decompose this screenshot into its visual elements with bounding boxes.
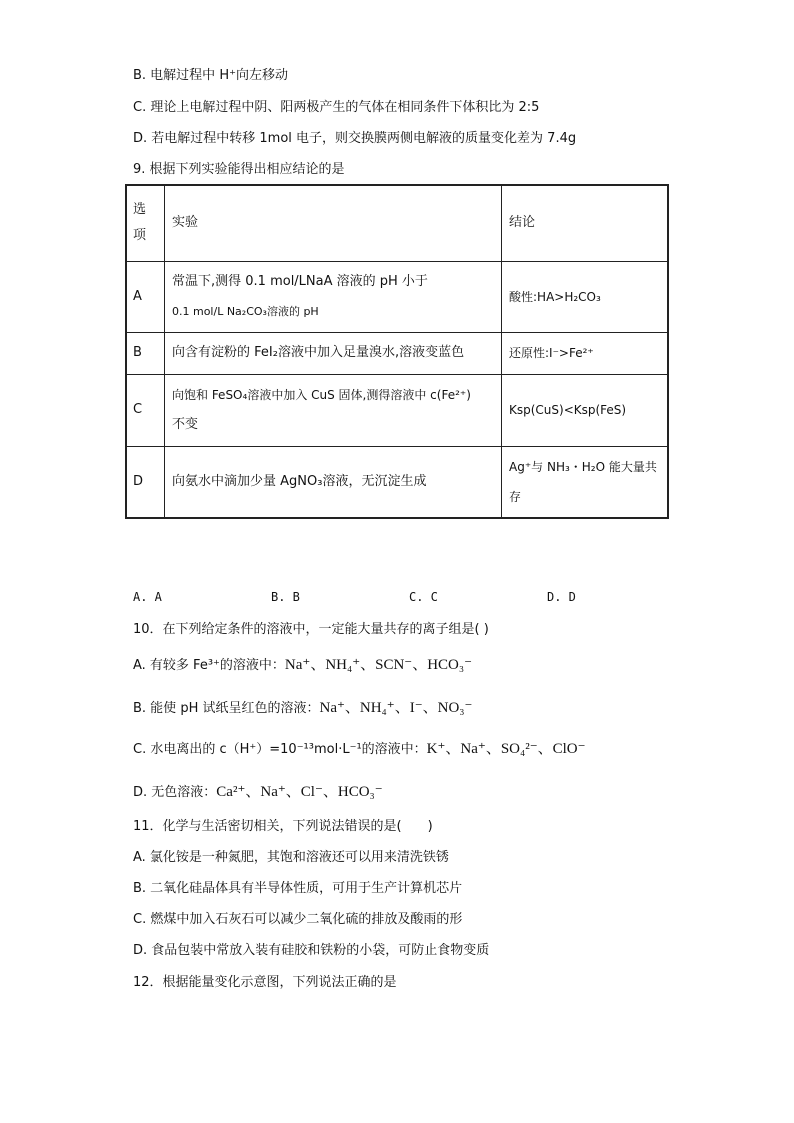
q11-option-a: A. 氯化铵是一种氮肥，其饱和溶液还可以用来清洗铁锈	[133, 850, 449, 865]
q8-option-c: C. 理论上电解过程中阴、阳两极产生的气体在相同条件下体积比为 2:5	[133, 100, 540, 115]
row-experiment-line: 0.1 mol/L Na₂CO₃溶液的 pH	[172, 304, 319, 318]
row-experiment-line: 不变	[172, 417, 199, 432]
table-row	[126, 332, 668, 374]
q8-option-d: D. 若电解过程中转移 1mol 电子，则交换膜两侧电解液的质量变化差为 7.4g	[133, 131, 577, 146]
q10-option-b	[133, 699, 472, 718]
q10-option-b-ions: Na⁺、NH₄⁺、I⁻、NO₃⁻	[319, 700, 473, 716]
experiment-table	[125, 184, 669, 519]
row-conclusion-line: 存	[509, 489, 522, 504]
row-experiment: 向氨水中滴加少量 AgNO₃溶液，无沉淀生成	[165, 446, 502, 518]
q12-stem: 12．根据能量变化示意图，下列说法正确的是	[133, 975, 397, 990]
table-header-row	[126, 185, 668, 261]
row-option: A	[126, 261, 165, 332]
q10-option-b-prefix: B. 能使 pH 试纸呈红色的溶液：	[133, 701, 320, 716]
q10-option-d	[133, 783, 383, 802]
q11-option-c: C. 燃煤中加入石灰石可以减少二氧化硫的排放及酸雨的形	[133, 912, 463, 927]
row-conclusion: 还原性:I⁻>Fe²⁺	[502, 332, 669, 374]
row-experiment-line: 常温下,测得 0.1 mol/LNaA 溶液的 pH 小于	[172, 273, 428, 289]
q10-stem: 10．在下列给定条件的溶液中，一定能大量共存的离子组是( )	[133, 622, 489, 637]
table-row	[126, 374, 668, 446]
row-experiment	[165, 374, 502, 446]
row-conclusion-line: Ag⁺与 NH₃・H₂O 能大量共	[509, 459, 657, 474]
q11-option-d: D. 食品包装中常放入装有硅胶和铁粉的小袋，可防止食物变质	[133, 943, 490, 958]
q11-stem: 11．化学与生活密切相关，下列说法错误的是( )	[133, 819, 433, 834]
row-experiment	[165, 261, 502, 332]
row-option: D	[126, 446, 165, 518]
q9-stem: 9. 根据下列实验能得出相应结论的是	[133, 162, 345, 177]
q9-choice-c: C. C	[409, 590, 438, 604]
q9-choice-d: D. D	[547, 590, 576, 604]
q10-option-d-ions: Ca²⁺、Na⁺、Cl⁻、HCO₃⁻	[216, 784, 383, 800]
q10-option-a	[133, 656, 472, 675]
q10-option-c	[133, 740, 586, 759]
q10-option-c-ions: K⁺、Na⁺、SO₄²⁻、ClO⁻	[426, 741, 586, 757]
q10-option-a-prefix: A. 有较多 Fe³⁺的溶液中：	[133, 658, 285, 673]
header-option	[126, 185, 165, 261]
header-option-text: 选项	[133, 202, 147, 244]
q10-option-c-prefix: C. 水电离出的 c（H⁺）=10⁻¹³mol·L⁻¹的溶液中：	[133, 742, 427, 757]
q10-option-a-ions: Na⁺、NH₄⁺、SCN⁻、HCO₃⁻	[284, 657, 473, 673]
table-row	[126, 446, 668, 518]
row-experiment-line: 向饱和 FeSO₄溶液中加入 CuS 固体,测得溶液中 c(Fe²⁺)	[172, 388, 471, 402]
row-conclusion: Ksp(CuS)<Ksp(FeS)	[502, 374, 669, 446]
row-conclusion	[502, 446, 669, 518]
table-row	[126, 261, 668, 332]
q9-choice-b: B. B	[271, 590, 300, 604]
q9-choice-a: A. A	[133, 590, 162, 604]
q8-option-b: B. 电解过程中 H⁺向左移动	[133, 68, 288, 83]
header-conclusion: 结论	[502, 185, 669, 261]
header-experiment: 实验	[165, 185, 502, 261]
row-option: B	[126, 332, 165, 374]
q10-option-d-prefix: D. 无色溶液：	[133, 785, 217, 800]
row-experiment: 向含有淀粉的 FeI₂溶液中加入足量溴水,溶液变蓝色	[165, 332, 502, 374]
row-option: C	[126, 374, 165, 446]
q9-choices	[133, 590, 693, 608]
q11-option-b: B. 二氧化硅晶体具有半导体性质，可用于生产计算机芯片	[133, 881, 463, 896]
row-conclusion: 酸性:HA>H₂CO₃	[502, 261, 669, 332]
